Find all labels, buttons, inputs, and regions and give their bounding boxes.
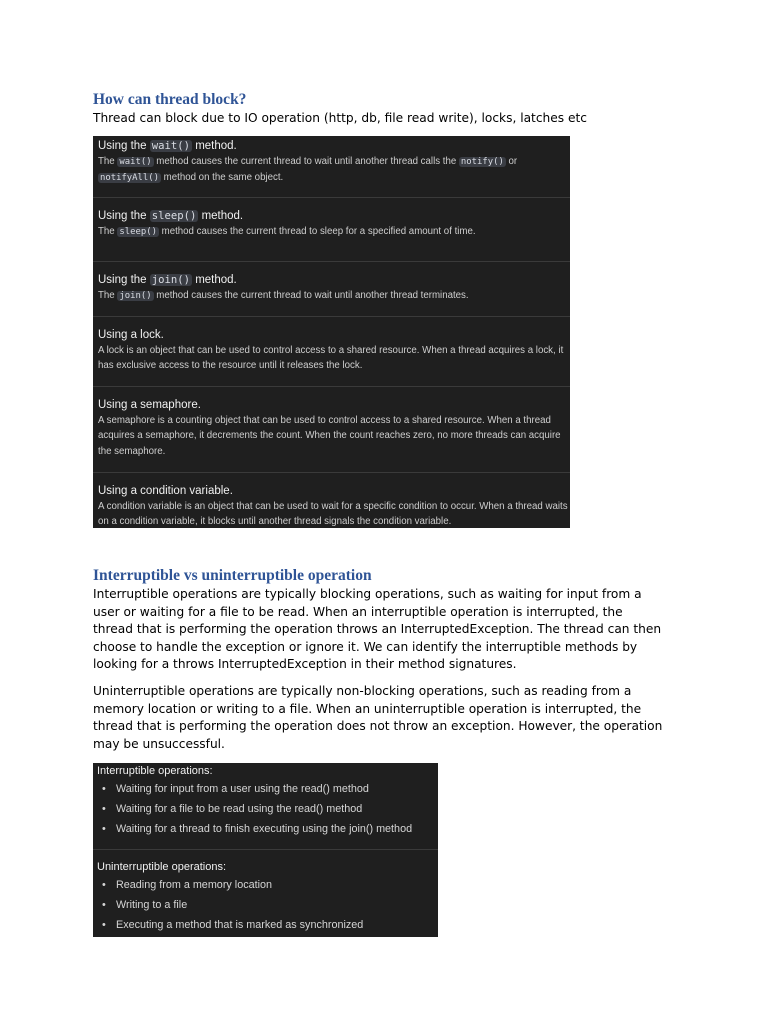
item-desc <box>98 288 570 304</box>
item-desc <box>98 224 570 240</box>
inline-code: notifyAll() <box>100 173 159 184</box>
section-interruptible <box>93 566 663 753</box>
desc-text: A lock is an object that can be used to control access to a shared resource. When a thread acquires a lock, it has exclusive access to the resource until it releases the lock. <box>98 345 564 372</box>
item-lock <box>93 316 570 386</box>
desc-text: method causes the current thread to wait until another thread calls the <box>153 156 459 167</box>
item-desc <box>98 499 570 530</box>
uninterruptible-group <box>93 849 438 935</box>
desc-text: The <box>98 290 118 301</box>
desc-text: The <box>98 226 118 237</box>
inline-code: notify() <box>460 157 504 167</box>
inline-code: join() <box>119 291 152 301</box>
list-item: • Waiting for a file to be read using the read() method <box>102 799 438 819</box>
item-title: Using a lock. <box>98 329 164 341</box>
desc-text: The <box>98 156 118 167</box>
item-desc <box>98 343 570 374</box>
desc-text: A semaphore is a counting object that can be used to control access to a shared resource. When a thread acquires a semaphore, it decrements the count. When the count reaches zero, no more threads can acquire the semaphore. <box>98 415 561 457</box>
desc-text: method causes the current thread to sleep for a specified amount of time. <box>158 226 476 237</box>
item-desc <box>98 413 570 459</box>
desc-text: or <box>505 156 518 167</box>
item-title: Using the sleep() method. <box>98 210 244 222</box>
thread-blocking-methods-panel <box>93 136 570 528</box>
heading-interruptible-vs-uninterruptible: Interruptible vs uninterruptible operation <box>93 567 372 584</box>
desc-text: method causes the current thread to wait until another thread terminates. <box>153 290 469 301</box>
list-item: • Waiting for input from a user using the read() method <box>102 779 438 799</box>
item-condition-variable <box>93 472 570 539</box>
uninterruptible-paragraph: Uninterruptible operations are typically non-blocking operations, such as reading from a memory location or writing to a file. When an uninterruptible operation is interrupted, the thread that is performing the operation does not throw an exception. However, the operation may be unsuccessful. <box>93 683 663 751</box>
item-join <box>93 261 570 316</box>
item-desc <box>98 154 570 187</box>
item-sleep <box>93 197 570 261</box>
interruptible-paragraph: Interruptible operations are typically blocking operations, such as waiting for input from a user or waiting for a file to be read. When an interruptible operation is interrupted, the thread that is performing the operation throws an InterruptedException. The thread can then choose to handle the exception or ignore it. We can identify the interruptible methods by looking for a throws InterruptedException in their method signatures. <box>93 587 662 672</box>
list-item: • Reading from a memory location <box>102 875 438 895</box>
desc-text: method on the same object. <box>160 172 284 184</box>
item-title: Using the join() method. <box>98 274 237 286</box>
item-semaphore <box>93 386 570 472</box>
interruptible-group <box>93 763 438 849</box>
list-item: • Waiting for a thread to finish executing using the join() method <box>102 819 438 839</box>
interruptible-list <box>93 779 438 839</box>
inline-code: wait() <box>119 157 152 167</box>
desc-text: A condition variable is an object that can be used to wait for a specific condition to occur. When a thread waits on a condition variable, it blocks until another thread signals the condition variable. <box>98 501 568 528</box>
list-item: • Writing to a file <box>102 895 438 915</box>
item-title: Using a condition variable. <box>98 485 233 497</box>
operations-examples-panel <box>93 763 438 937</box>
item-wait <box>93 136 570 197</box>
item-title: Using a semaphore. <box>98 399 201 411</box>
section-how-thread-block <box>93 90 663 128</box>
heading-how-can-thread-block: How can thread block? <box>93 91 247 108</box>
interruptible-title: Interruptible operations: <box>97 765 213 777</box>
uninterruptible-title: Uninterruptible operations: <box>97 861 227 873</box>
list-item: • Executing a method that is marked as synchronized <box>102 915 438 935</box>
block-reasons-text: Thread can block due to IO operation (http, db, file read write), locks, latches etc <box>93 111 587 125</box>
uninterruptible-list <box>93 875 438 935</box>
item-title: Using the wait() method. <box>98 140 237 152</box>
inline-code: sleep() <box>119 227 157 237</box>
